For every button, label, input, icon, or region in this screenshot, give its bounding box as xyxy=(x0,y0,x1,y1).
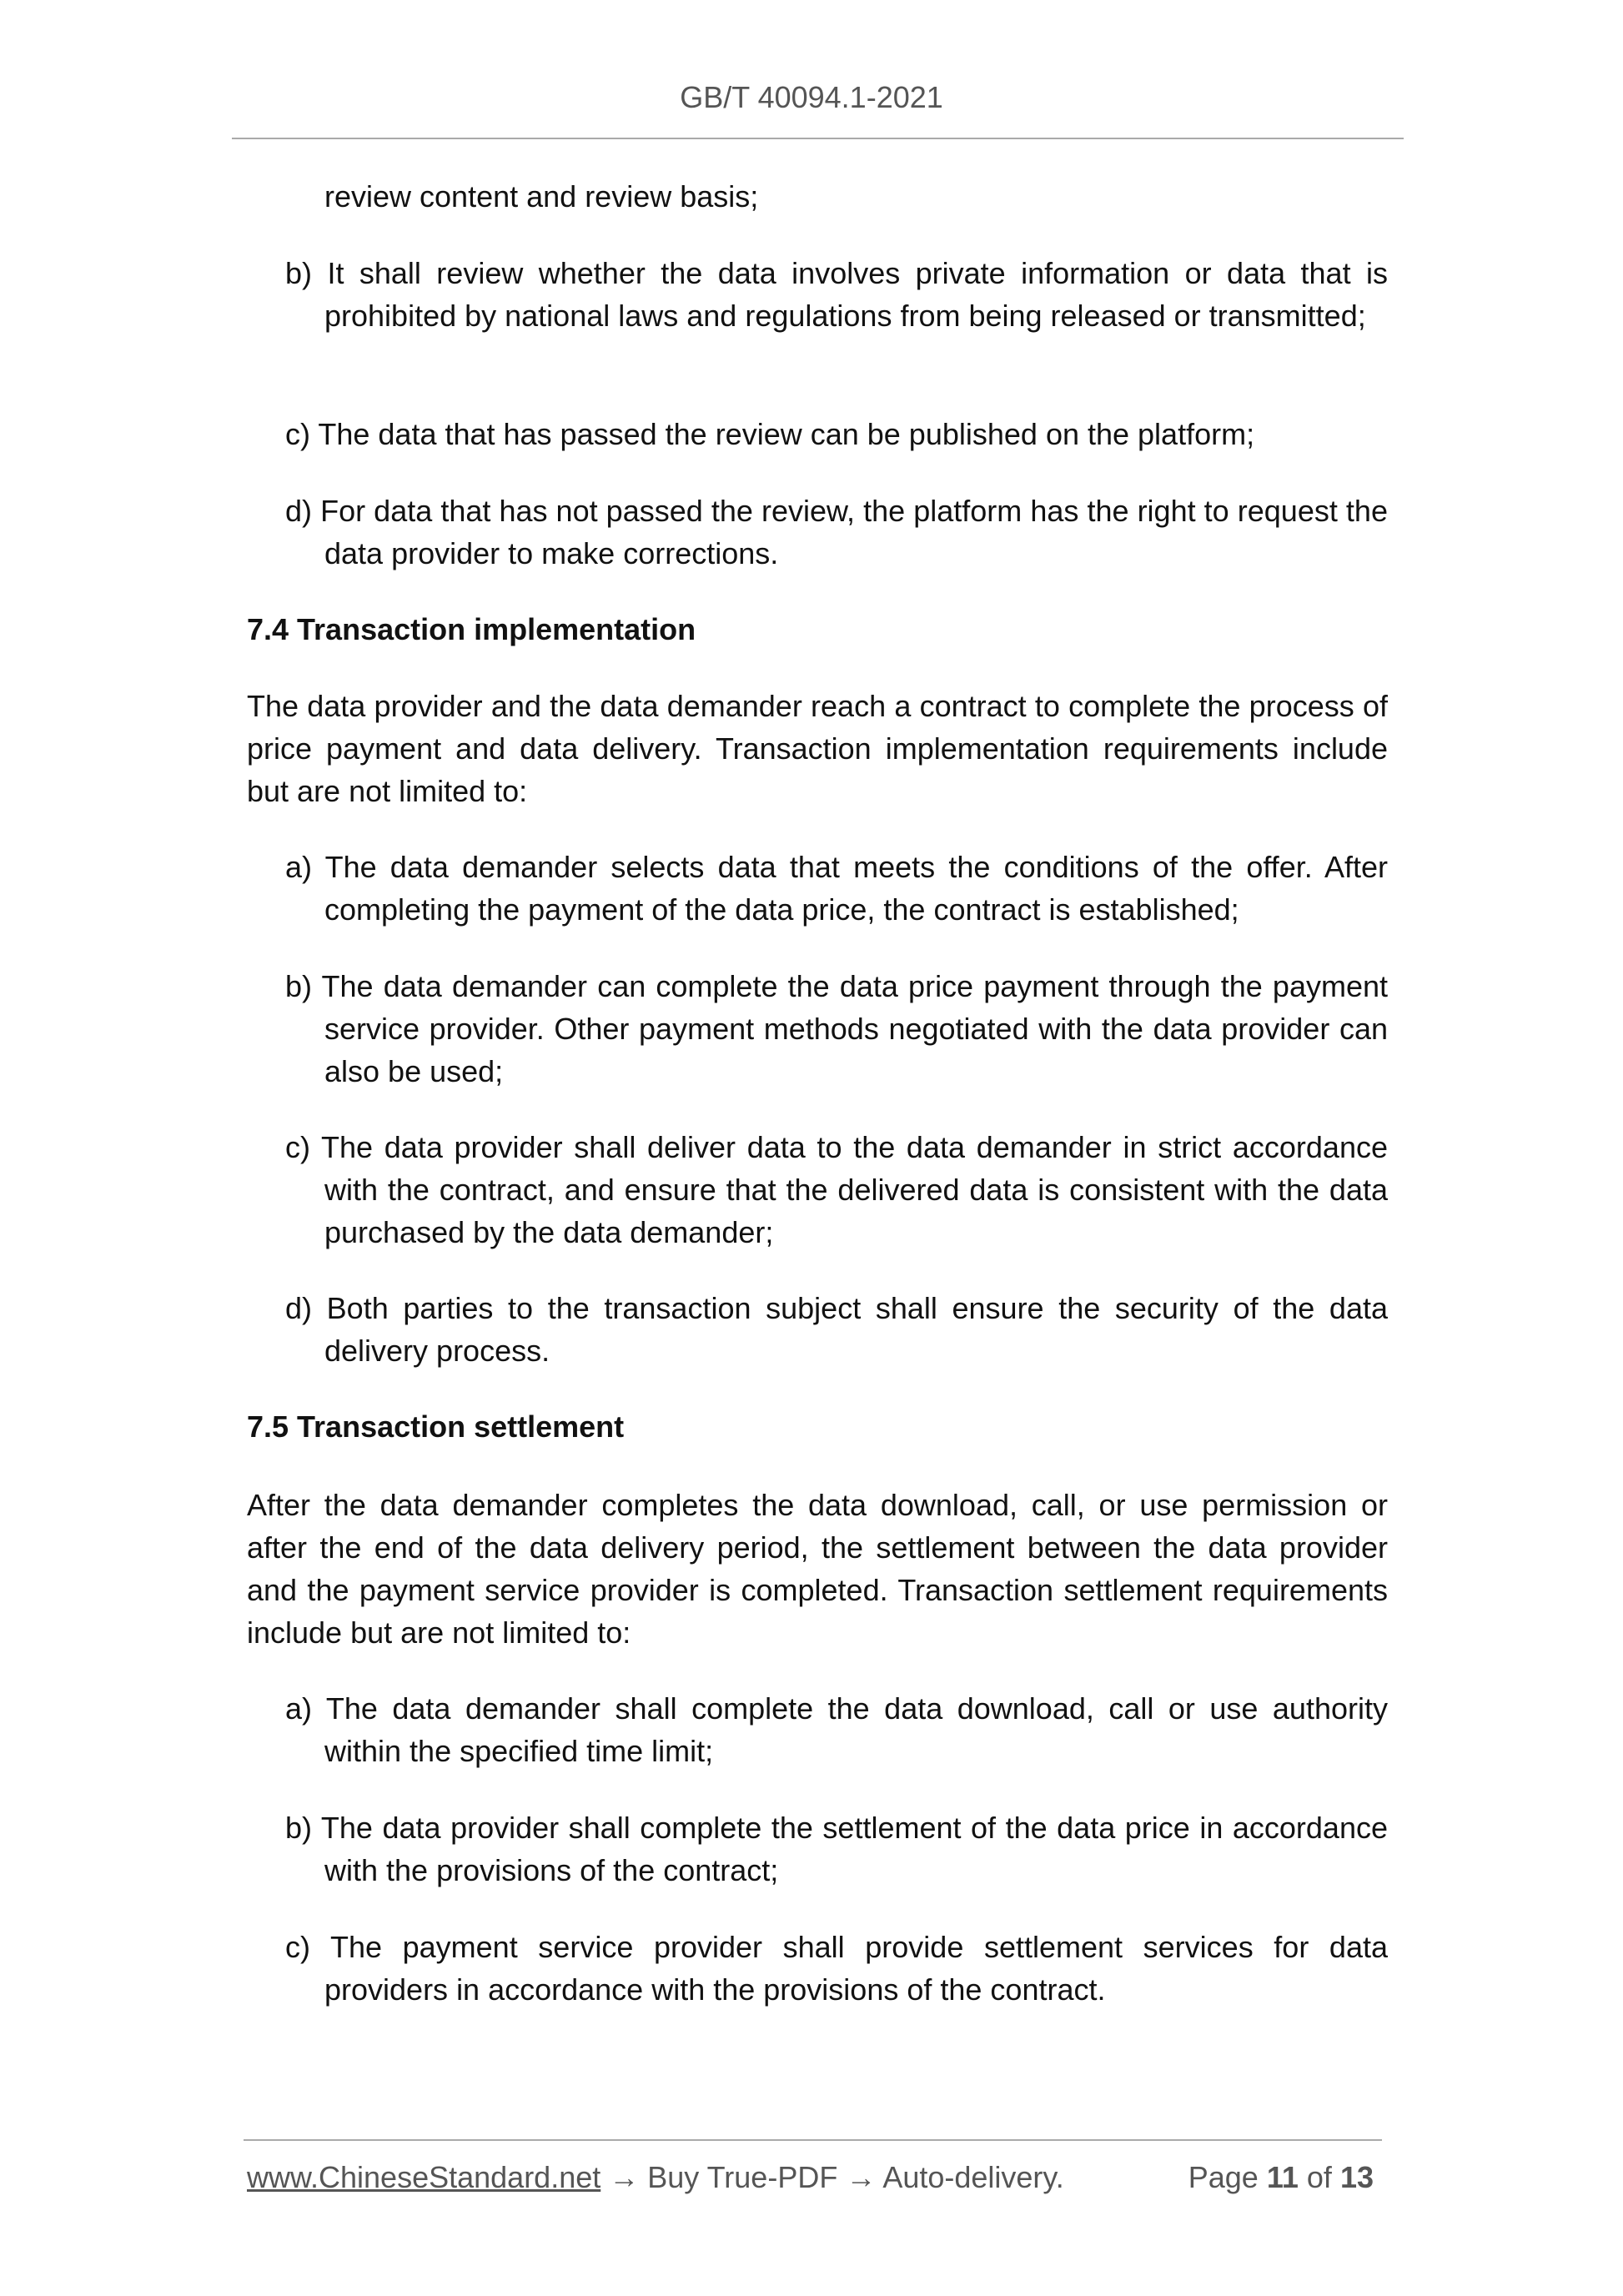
page-number: Page 11 of 13 xyxy=(1188,2160,1374,2194)
header-divider xyxy=(232,138,1404,139)
continued-line: review content and review basis; xyxy=(324,179,759,214)
list-item: c) The data provider shall deliver data to the data demander in strict accordance with the contract, and ensure that the delivered data is consistent with the data purchased by the data demander; xyxy=(285,1130,1388,1249)
list-item: a) The data demander selects data that meets the conditions of the offer. After completing the payment of the data price, the contract is established; xyxy=(285,850,1389,927)
list-item: b) The data demander can complete the data price payment through the payment service provider. Other payment methods negotiated with the data provider can also be used; xyxy=(285,969,1389,1088)
header-doc-id: GB/T 40094.1-2021 xyxy=(680,80,943,114)
paragraph: The data provider and the data demander reach a contract to complete the process of price payment and data delivery. Transaction implementation requirements include but are not limited to: xyxy=(247,689,1388,808)
paragraph: After the data demander completes the data download, call, or use permission or after the end of the data delivery period, the settlement between the data provider and the payment service provider is completed. Transaction settlement requirements include but are not limited to: xyxy=(247,1488,1388,1650)
website-link[interactable]: www.ChineseStandard.net xyxy=(247,2160,601,2194)
footer-divider xyxy=(244,2139,1382,2141)
section-heading: 7.4 Transaction implementation xyxy=(247,612,696,646)
list-item: c) The data that has passed the review can be published on the platform; xyxy=(285,417,1255,451)
list-item: a) The data demander shall complete the data download, call or use authority within the specified time limit; xyxy=(285,1691,1388,1768)
list-item: c) The payment service provider shall provide settlement services for data providers in accordance with the provisions of the contract. xyxy=(285,1930,1388,2007)
list-item: b) It shall review whether the data involves private information or data that is prohibited by national laws and regulations from being released or transmitted; xyxy=(285,256,1388,333)
list-item: d) Both parties to the transaction subject shall ensure the security of the data delivery process. xyxy=(285,1291,1388,1368)
list-item: d) For data that has not passed the review, the platform has the right to request the data provider to make corrections. xyxy=(285,494,1388,570)
footer xyxy=(247,2160,1382,2195)
footer-tagline: → Buy True-PDF → Auto-delivery. xyxy=(600,2160,1064,2194)
list-item: b) The data provider shall complete the settlement of the data price in accordance with the provisions of the contract; xyxy=(285,1811,1388,1887)
section-heading: 7.5 Transaction settlement xyxy=(247,1409,625,1444)
